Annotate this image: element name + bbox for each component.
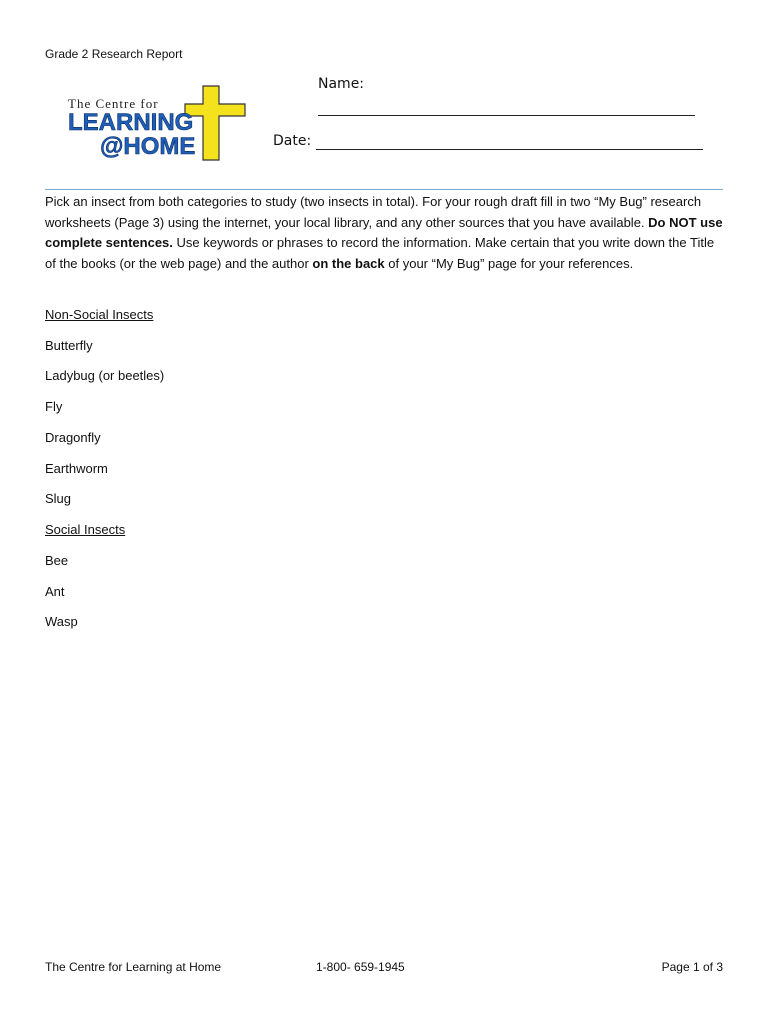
footer-phone: 1-800- 659-1945 xyxy=(316,960,405,974)
logo-line3: @HOME xyxy=(100,133,196,160)
footer-page-number: Page 1 of 3 xyxy=(661,960,723,974)
logo-line2: LEARNING xyxy=(68,109,194,136)
document-title: Grade 2 Research Report xyxy=(45,47,183,61)
list-item: Wasp xyxy=(45,614,78,629)
list-item: Ant xyxy=(45,584,65,599)
list-item: Fly xyxy=(45,399,63,414)
list-item: Earthworm xyxy=(45,461,108,476)
instructions-bold-2: on the back xyxy=(312,255,385,271)
logo-graphic xyxy=(45,78,265,168)
name-field-line[interactable] xyxy=(318,100,695,116)
list-item: Bee xyxy=(45,553,69,568)
header-divider xyxy=(45,189,723,190)
list-item: Slug xyxy=(45,491,72,506)
instructions-paragraph xyxy=(45,192,725,274)
name-label: Name: xyxy=(318,76,365,92)
instructions-text-2: Use keywords or phrases to record the information. Make certain that you write down the Title of the books (or the web page) and the author xyxy=(45,235,715,271)
social-heading: Social Insects xyxy=(45,522,126,537)
instructions-text-3: of your “My Bug” page for your references. xyxy=(384,255,634,271)
list-item: Butterfly xyxy=(45,338,93,353)
instructions-text-1: Pick an insect from both categories to study (two insects in total). For your rough draft fill in two “My Bug” research worksheets (Page 3) using the internet, your local library, and any other sources that you have available. xyxy=(45,194,702,230)
centre-logo xyxy=(45,78,265,168)
footer-organization: The Centre for Learning at Home xyxy=(45,960,222,974)
list-item: Ladybug (or beetles) xyxy=(45,368,165,383)
non-social-heading: Non-Social Insects xyxy=(45,307,154,322)
logo-line1: The Centre for xyxy=(68,96,159,111)
date-label: Date: xyxy=(273,133,312,149)
instructions-bold-1: Do NOT use complete sentences. xyxy=(45,214,723,250)
list-item: Dragonfly xyxy=(45,430,101,445)
date-field-line[interactable] xyxy=(316,133,703,150)
